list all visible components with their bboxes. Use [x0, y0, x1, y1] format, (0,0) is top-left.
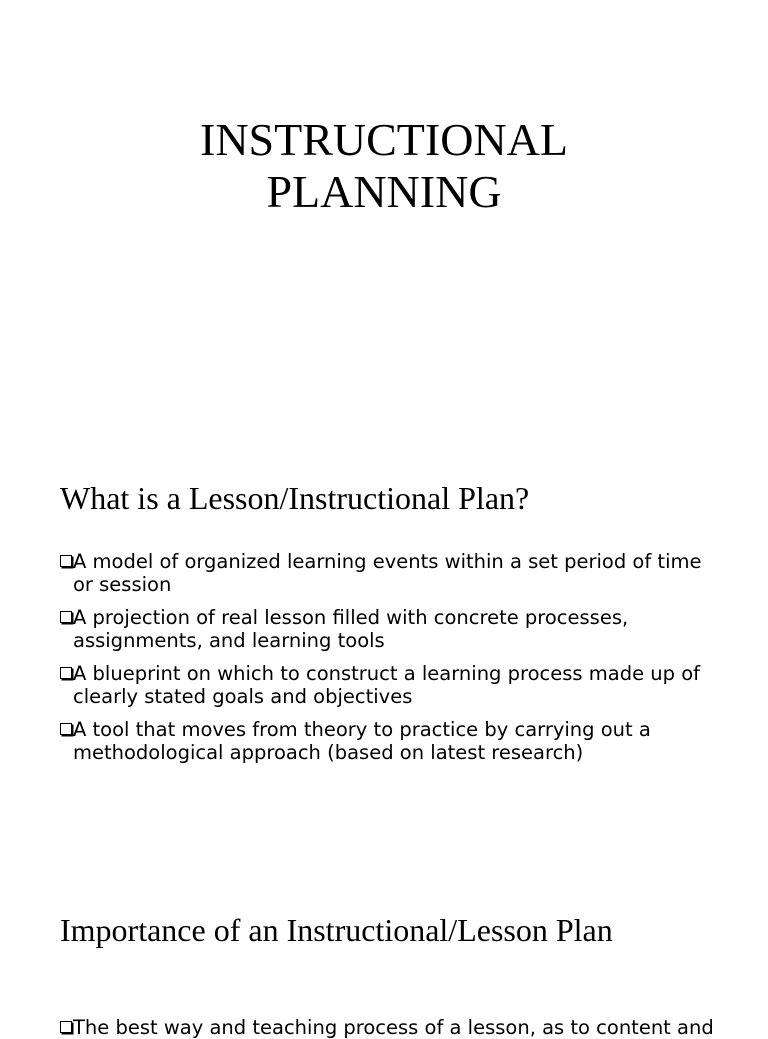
bullet-item [60, 718, 720, 764]
bullet-text: A blueprint on which to construct a learning process made up of clearly stated goals and objectives [73, 662, 701, 708]
section-heading-definition: What is a Lesson/Instructional Plan? [60, 480, 530, 516]
page-title [0, 114, 768, 218]
checkbox-bullet-icon [60, 667, 72, 679]
bullet-text: A projection of real lesson filled with concrete processes, assignments, and learning tools [73, 606, 629, 652]
checkbox-bullet-icon [60, 723, 72, 735]
bullet-item [60, 606, 720, 652]
bullet-text: The best way and teaching process of a lesson, as to content and [73, 1016, 714, 1039]
bullet-text: A model of organized learning events within a set period of time or session [73, 550, 702, 596]
bullet-item [60, 550, 720, 596]
checkbox-bullet-icon [60, 1021, 72, 1033]
section-heading-importance: Importance of an Instructional/Lesson Plan [60, 912, 613, 948]
bullet-text: A tool that moves from theory to practice by carrying out a methodological approach (based on latest research) [73, 718, 651, 764]
title-line-2: PLANNING [266, 166, 502, 217]
checkbox-bullet-icon [60, 555, 72, 567]
title-line-1: INSTRUCTIONAL [200, 114, 568, 165]
definition-bullet-list [60, 550, 720, 774]
partial-bullet-item [60, 1016, 714, 1039]
checkbox-bullet-icon [60, 611, 72, 623]
bullet-item [60, 662, 720, 708]
